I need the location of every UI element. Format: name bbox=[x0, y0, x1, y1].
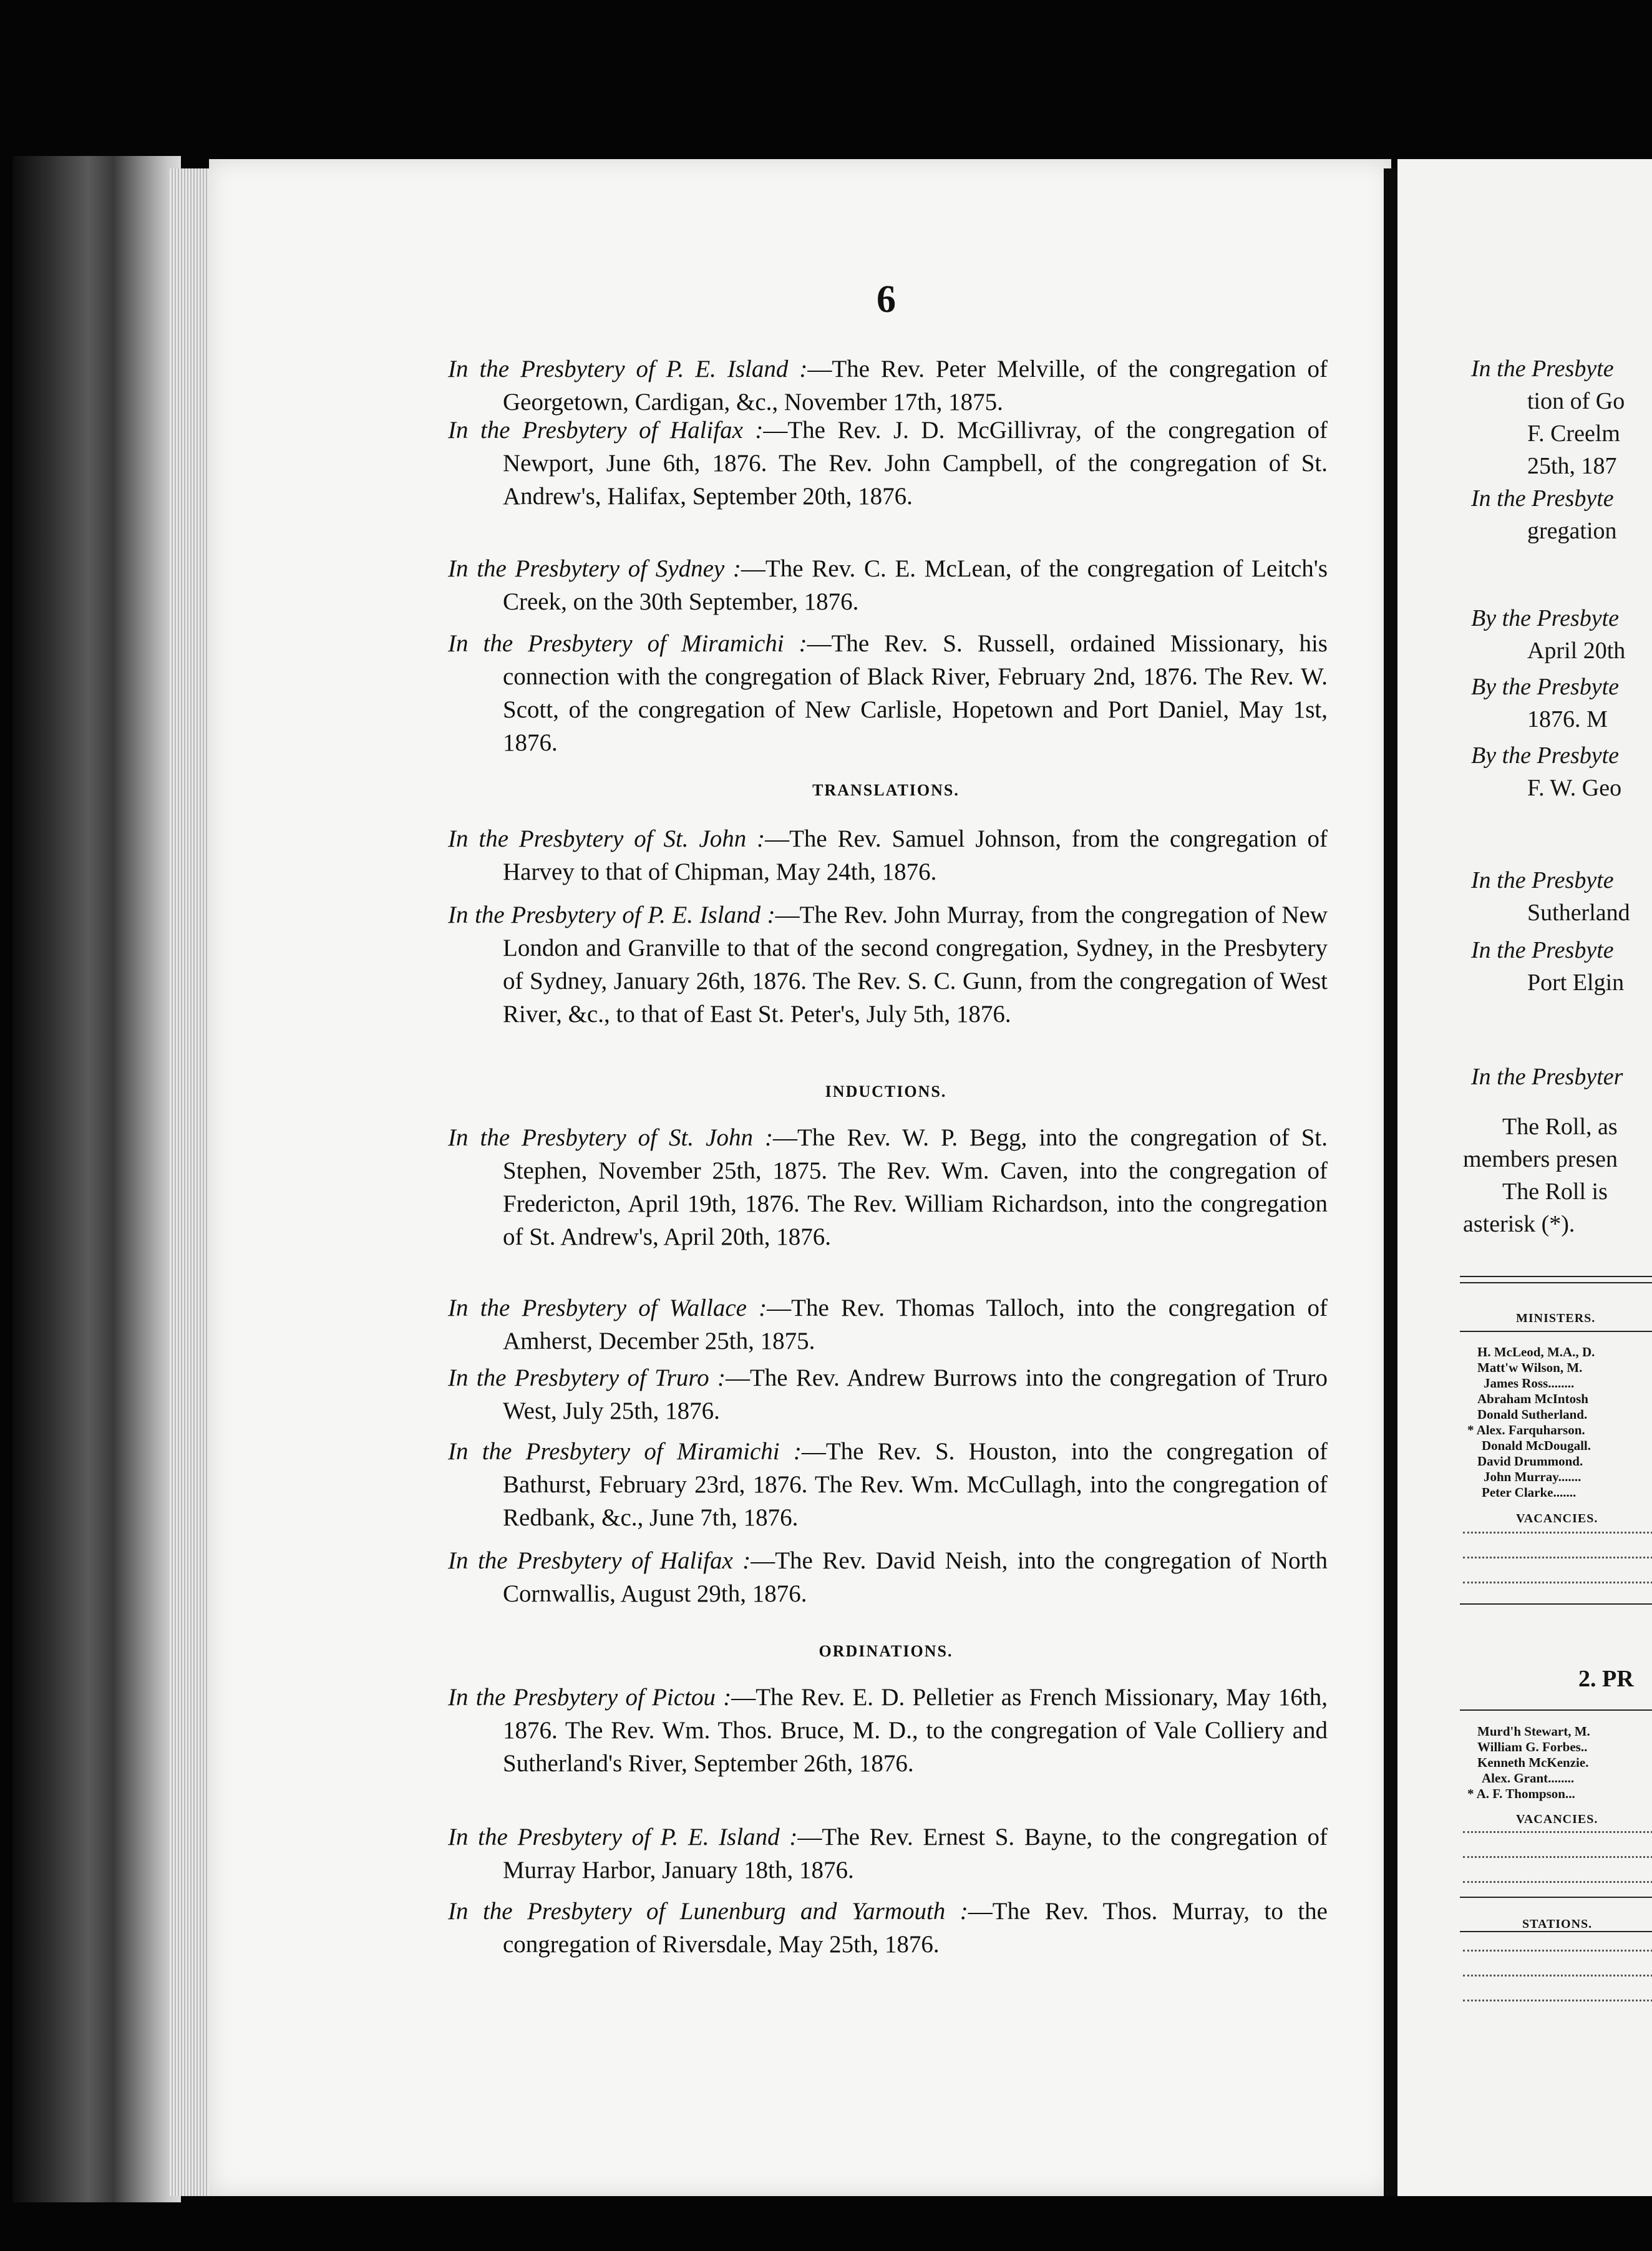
entry-pei-translation: In the Presbytery of P. E. Island :—The Rev. John Murray, from the congregation of New London and Granville to that of the second congregation, Sydney, in the Presbytery of Sydney, January 26th, 1876. The Rev. S. C. Gunn, from the congregation of West River, &c., to that of East St. Peter's, July 5th, 1876. bbox=[448, 902, 1328, 1028]
entry-pei-ordination: In the Presbytery of P. E. Island :—The Rev. Ernest S. Bayne, to the congregation of Murray Harbor, January 18th, 1876. bbox=[448, 1824, 1328, 1884]
dotted-row bbox=[1463, 1881, 1652, 1883]
rp-line: The Roll is bbox=[1502, 1179, 1608, 1205]
entry-miramichi-induction: In the Presbytery of Miramichi :—The Rev. S. Houston, into the congregation of Bathurst, February 23rd, 1876. The Rev. Wm. McCullagh, into the congregation of Redbank, &c., June 7th, 1876. bbox=[448, 1438, 1328, 1531]
table-rule bbox=[1460, 1931, 1652, 1932]
rp-line: Port Elgin bbox=[1527, 970, 1625, 996]
dotted-row bbox=[1463, 2000, 1652, 2001]
book-edge bbox=[12, 156, 181, 2202]
page-stack bbox=[170, 168, 213, 2196]
entry-halifax-induction: In the Presbytery of Halifax :—The Rev. David Neish, into the congregation of North Cornwallis, August 29th, 1876. bbox=[448, 1547, 1328, 1607]
dotted-row bbox=[1463, 1532, 1652, 1534]
entry-wallace-induction: In the Presbytery of Wallace :—The Rev. Thomas Talloch, into the congregation of Amherst, December 25th, 1875. bbox=[448, 1295, 1328, 1354]
dotted-row bbox=[1463, 1557, 1652, 1558]
heading-ordinations: ORDINATIONS. bbox=[819, 1642, 953, 1660]
table-rule bbox=[1460, 1331, 1652, 1332]
table-rule bbox=[1460, 1282, 1652, 1283]
rp-line: tion of Go bbox=[1527, 388, 1625, 414]
entry-stjohn-induction: In the Presbytery of St. John :—The Rev. W. P. Begg, into the congregation of St. Stephen, November 25th, 1875. The Rev. Wm. Caven, into the congregation of Fredericton, April 19th, 1876. The Rev. William Richardson, into the congregation of St. Andrew's, April 20th, 1876. bbox=[448, 1124, 1328, 1250]
minister-row: Murd'h Stewart, M. bbox=[1477, 1724, 1590, 1739]
page-number: 6 bbox=[877, 278, 896, 321]
section-2-heading: 2. PR bbox=[1578, 1666, 1634, 1692]
minister-row: * A. F. Thompson... bbox=[1467, 1786, 1575, 1801]
minister-row: Matt'w Wilson, M. bbox=[1477, 1360, 1583, 1375]
rp-line: Sutherland bbox=[1527, 900, 1630, 926]
minister-row: Abraham McIntosh bbox=[1477, 1391, 1588, 1406]
stations-heading: STATIONS. bbox=[1522, 1917, 1593, 1931]
entry-halifax-1: In the Presbytery of Halifax :—The Rev. J. D. McGillivray, of the congregation of Newport, June 6th, 1876. The Rev. John Campbell, of the congregation of St. Andrew's, Halifax, September 20th, 1876. bbox=[448, 417, 1328, 510]
minister-row: David Drummond. bbox=[1477, 1454, 1583, 1469]
rp-line: By the Presbyte bbox=[1471, 674, 1620, 700]
rp-line: In the Presbyte bbox=[1471, 867, 1614, 893]
rp-line: F. W. Geo bbox=[1527, 775, 1622, 801]
minister-row: James Ross........ bbox=[1484, 1376, 1575, 1391]
minister-row: Alex. Grant........ bbox=[1482, 1771, 1575, 1786]
rp-line: 25th, 187 bbox=[1527, 453, 1617, 479]
book-gutter bbox=[1384, 168, 1397, 2196]
rp-line: asterisk (*). bbox=[1463, 1211, 1575, 1237]
minister-row: Peter Clarke....... bbox=[1482, 1485, 1577, 1500]
rp-line: In the Presbyter bbox=[1471, 1064, 1623, 1090]
minister-row: William G. Forbes.. bbox=[1477, 1739, 1588, 1754]
rp-line: gregation bbox=[1527, 518, 1617, 544]
entry-pei-1: In the Presbytery of P. E. Island :—The Rev. Peter Melville, of the congregation of Georgetown, Cardigan, &c., November 17th, 1875. bbox=[448, 356, 1328, 416]
minister-row: * Alex. Farquharson. bbox=[1467, 1422, 1585, 1437]
minister-row: Donald Sutherland. bbox=[1477, 1407, 1588, 1422]
dotted-row bbox=[1463, 1831, 1652, 1833]
rp-line: F. Creelm bbox=[1527, 421, 1620, 447]
vacancies-heading: VACANCIES. bbox=[1516, 1812, 1598, 1826]
dotted-row bbox=[1463, 1856, 1652, 1858]
minister-row: Kenneth McKenzie. bbox=[1477, 1755, 1589, 1770]
rp-line: In the Presbyte bbox=[1471, 485, 1614, 512]
dotted-row bbox=[1463, 1582, 1652, 1583]
rp-line: In the Presbyte bbox=[1471, 356, 1614, 382]
minister-row: John Murray....... bbox=[1484, 1469, 1582, 1484]
minister-row: H. McLeod, M.A., D. bbox=[1477, 1344, 1595, 1359]
rp-line: In the Presbyte bbox=[1471, 937, 1614, 963]
entry-sydney: In the Presbytery of Sydney :—The Rev. C. E. McLean, of the congregation of Leitch's Creek, on the 30th September, 1876. bbox=[448, 555, 1328, 615]
table-rule bbox=[1460, 1603, 1652, 1605]
rp-line: By the Presbyte bbox=[1471, 742, 1620, 769]
rp-line: The Roll, as bbox=[1502, 1114, 1618, 1140]
entry-pictou-ordination: In the Presbytery of Pictou :—The Rev. E. D. Pelletier as French Missionary, May 16th, 1876. The Rev. Wm. Thos. Bruce, M. D., to the congregation of Vale Colliery and Sutherland's River, September 26th, 1876. bbox=[448, 1684, 1328, 1777]
table-rule bbox=[1460, 1276, 1652, 1277]
table-rule bbox=[1460, 1709, 1652, 1711]
rp-line: 1876. M bbox=[1527, 706, 1608, 732]
minister-row: Donald McDougall. bbox=[1482, 1438, 1591, 1453]
entry-lunenburg-ordination: In the Presbytery of Lunenburg and Yarmouth :—The Rev. Thos. Murray, to the congregation of Riversdale, May 25th, 1876. bbox=[448, 1898, 1328, 1958]
entry-miramichi-1: In the Presbytery of Miramichi :—The Rev. S. Russell, ordained Missionary, his connection with the congregation of Black River, February 2nd, 1876. The Rev. W. Scott, of the congregation of New Carlisle, Hopetown and Port Daniel, May 1st, 1876. bbox=[448, 630, 1328, 756]
rp-line: April 20th bbox=[1527, 638, 1626, 664]
dotted-row bbox=[1463, 1950, 1652, 1952]
rp-line: members presen bbox=[1463, 1146, 1618, 1172]
entry-truro-induction: In the Presbytery of Truro :—The Rev. Andrew Burrows into the congregation of Truro West, July 25th, 1876. bbox=[448, 1364, 1328, 1424]
entry-stjohn-translation: In the Presbytery of St. John :—The Rev. Samuel Johnson, from the congregation of Harvey to that of Chipman, May 24th, 1876. bbox=[448, 825, 1328, 885]
dotted-row bbox=[1463, 1975, 1652, 1976]
table-rule bbox=[1460, 1897, 1652, 1898]
heading-inductions: INDUCTIONS. bbox=[825, 1082, 947, 1101]
rp-line: By the Presbyte bbox=[1471, 605, 1620, 631]
ministers-heading: MINISTERS. bbox=[1516, 1311, 1596, 1325]
heading-translations: TRANSLATIONS. bbox=[812, 781, 960, 799]
vacancies-heading: VACANCIES. bbox=[1516, 1512, 1598, 1525]
